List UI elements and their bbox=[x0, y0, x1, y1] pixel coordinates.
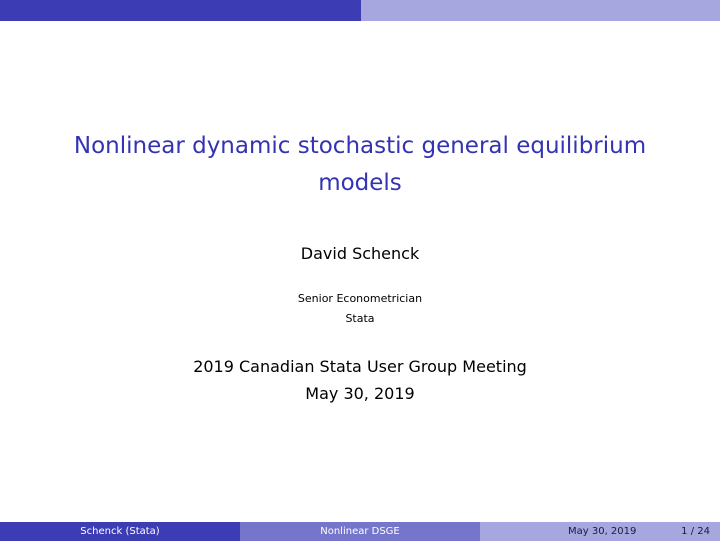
slide-title-line-1: Nonlinear dynamic stochastic general equilibrium bbox=[73, 133, 647, 159]
footer-author: Schenck (Stata) bbox=[0, 522, 240, 541]
footer-info bbox=[480, 522, 720, 541]
header-bar-light-segment bbox=[361, 0, 720, 21]
footer-short-title: Nonlinear DSGE bbox=[240, 522, 480, 541]
institute bbox=[0, 289, 720, 329]
author-name: David Schenck bbox=[300, 244, 420, 263]
event-name: 2019 Canadian Stata User Group Meeting bbox=[193, 357, 527, 376]
event-date: May 30, 2019 bbox=[305, 384, 415, 403]
footer-page-number: 1 / 24 bbox=[681, 526, 710, 537]
header-bar bbox=[0, 0, 720, 21]
footer-bar bbox=[0, 522, 720, 541]
event-info bbox=[0, 353, 720, 407]
institute-role: Senior Econometrician bbox=[297, 292, 423, 305]
slide-title bbox=[40, 128, 680, 202]
institute-org: Stata bbox=[345, 312, 375, 325]
slide-title-line-2: models bbox=[318, 170, 402, 196]
header-bar-dark-segment bbox=[0, 0, 361, 21]
footer-date: May 30, 2019 bbox=[568, 526, 637, 537]
